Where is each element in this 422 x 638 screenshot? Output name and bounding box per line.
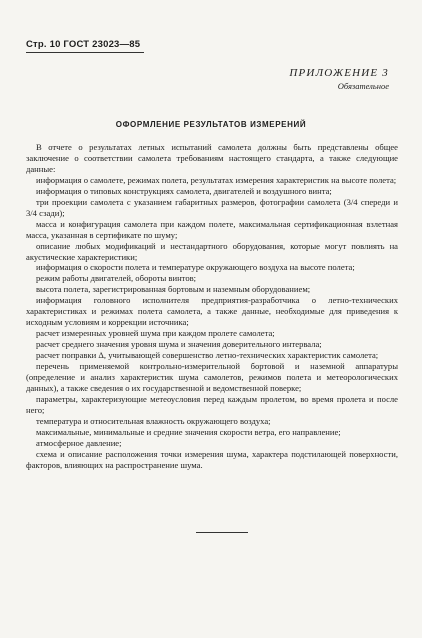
paragraph: описание любых модификаций и нестандартного оборудования, которые могут повлиять на акустические характеристики; xyxy=(26,240,398,262)
paragraph: температура и относительная влажность окружающего воздуха; xyxy=(36,415,271,426)
paragraph: расчет поправки Δ, учитывающей совершенство летно-технических характеристик самолета; xyxy=(36,350,379,361)
paragraph: информация о типовых конструкциях самолета, двигателей и воздушного винта; xyxy=(36,185,332,196)
paragraph: расчет среднего значения уровня шума и значения доверительного интервала; xyxy=(36,339,322,350)
paragraph: схема и описание расположения точки измерения шума, характера подстилающей поверхности, факторов, влияющих на распространение шума. xyxy=(26,448,398,470)
paragraph: перечень применяемой контрольно-измерительной бортовой и наземной аппаратуры (определение и анализ характеристик шума самолетов, режимов полета и метеорологических данных), а также сведения о их государственной и ведомственной поверке; xyxy=(26,361,398,393)
header-divider xyxy=(26,52,144,53)
paragraph: параметры, характеризующие метеоусловия перед каждым пролетом, во время пролета и после него; xyxy=(26,393,398,415)
paragraph: максимальные, минимальные и средние значения скорости ветра, его направление; xyxy=(36,426,341,437)
document-body xyxy=(26,142,398,471)
paragraph: информация о скорости полета и температуре окружающего воздуха на высоте полета; xyxy=(36,262,355,273)
appendix-label xyxy=(289,67,389,91)
paragraph: расчет измеренных уровней шума при каждом пролете самолета; xyxy=(36,328,275,339)
page-header: Стр. 10 ГОСТ 23023—85 xyxy=(26,39,141,50)
paragraph: атмосферное давление; xyxy=(36,437,122,448)
paragraph: информация о самолете, режимах полета, результатах измерения характеристик на высоте полета; xyxy=(36,174,397,185)
paragraph: высота полета, зарегистрированная бортовым и наземным оборудованием; xyxy=(36,284,311,295)
end-divider xyxy=(196,532,248,533)
appendix-status: Обязательное xyxy=(337,81,389,91)
paragraph: режим работы двигателей, обороты винтов; xyxy=(36,273,197,284)
paragraph: масса и конфигурация самолета при каждом полете, максимальная сертификационная взлетная масса, указанная в сертификате по шуму; xyxy=(26,218,398,240)
appendix-title: ПРИЛОЖЕНИЕ 3 xyxy=(289,67,389,79)
paragraph: три проекции самолета с указанием габаритных размеров, фотографии самолета (3/4 спереди и 3/4 сзади); xyxy=(26,196,398,218)
section-title: ОФОРМЛЕНИЕ РЕЗУЛЬТАТОВ ИЗМЕРЕНИЙ xyxy=(115,120,307,129)
paragraph: В отчете о результатах летных испытаний самолета должны быть представлены общее заключение о соответствии самолета требованиям настоящего стандарта, а также следующие данные: xyxy=(26,142,398,174)
paragraph: информация головного исполнителя предприятия-разработчика о летно-технических характеристиках и режимах полета самолета, а также данные, необходимые для приведения к исходным условиям и коррекции источника; xyxy=(26,295,398,328)
